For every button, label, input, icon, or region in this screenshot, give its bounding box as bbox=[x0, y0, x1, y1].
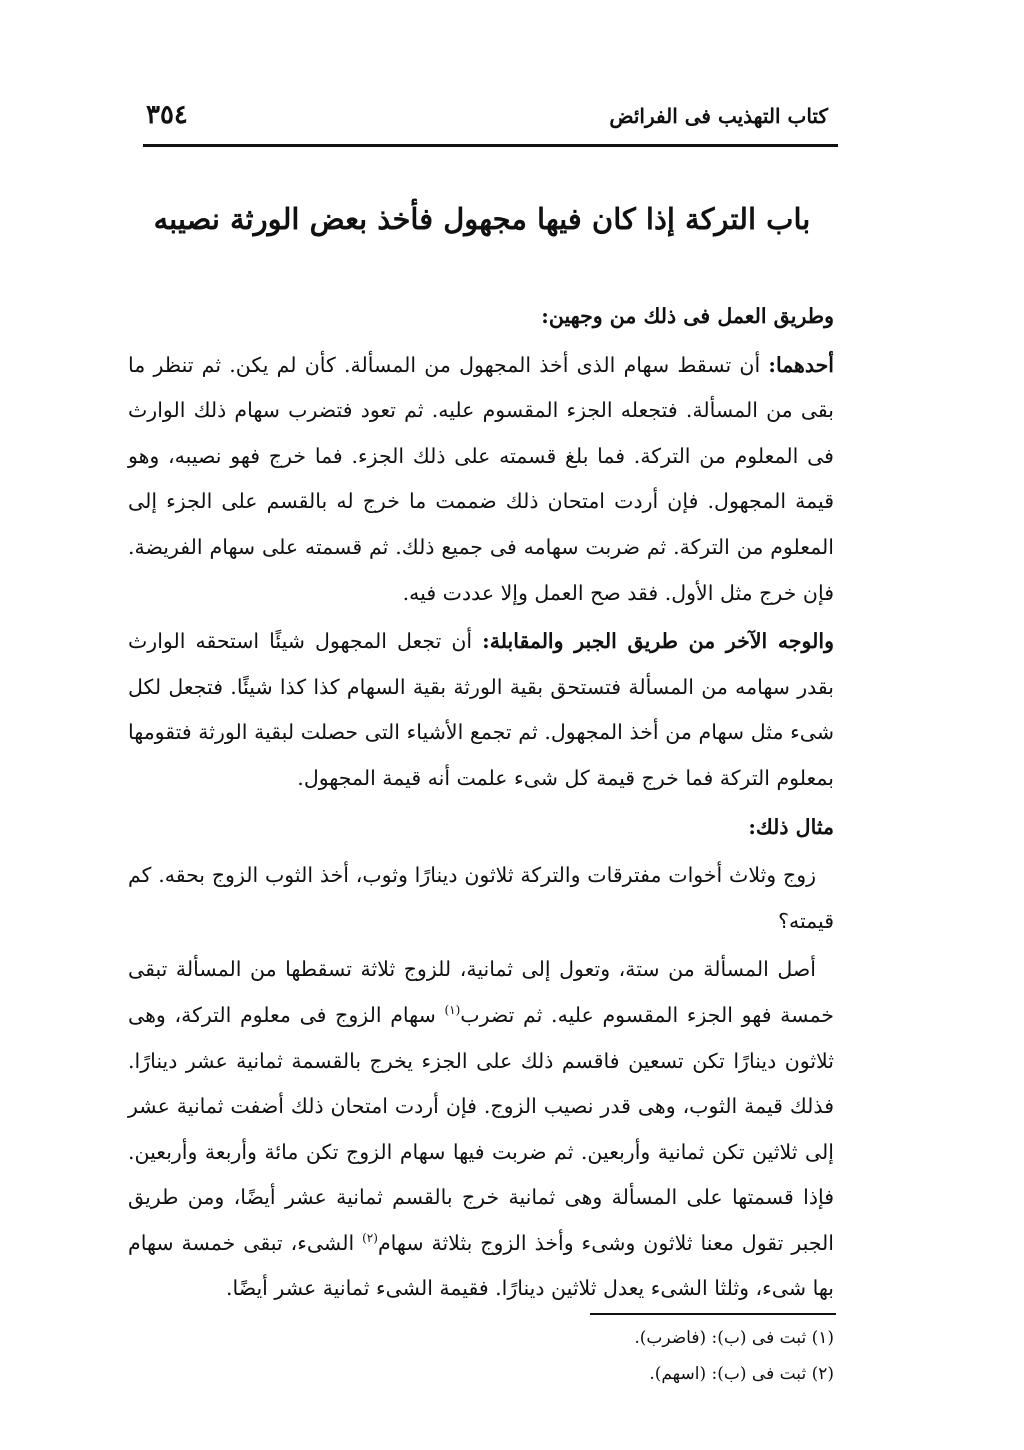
first-method-text: أن تسقط سهام الذى أخذ المجهول من المسألة. كأن لم يكن. ثم تنظر ما بقى من المسألة. فتجعله الجزء المقسوم عليه. ثم تعود فتضرب سهام ذلك الوارث فى المعلوم من التركة. فما بلغ قسمته على ذلك الجزء. فما خرج فهو نصيبه، وهو قيمة المجهول. فإن أردت امتحان ذلك ضممت ما خرج له بالقسم على الجزء إلى المعلوم من التركة. ثم ضربت سهامه فى جميع ذلك. ثم قسمته على سهام الفريضة. فإن خرج مثل الأول. فقد صح العمل وإلا عددت فيه. bbox=[128, 352, 834, 605]
example-label: مثال ذلك: bbox=[748, 814, 834, 839]
footnote-1: (١) ثبت فى (ب): (فاضرب). bbox=[634, 1328, 834, 1348]
running-title: كتاب التهذيب فى الفرائض bbox=[609, 104, 828, 128]
running-header bbox=[146, 100, 828, 134]
example-label-paragraph bbox=[128, 805, 834, 851]
second-method-text: أن تجعل المجهول شيئًا استحقه الوارث بقدر سهامه من المسألة فتستحق بقية الورثة بقية السهام كذا كذا شيئًا. فتجعل لكل شىء مثل سهام من أخذ المجهول. ثم تجمع الأشياء التى حصلت لبقية الورثة فتقومها بمعلوم التركة فما خرج قيمة كل شىء علمت أنه قيمة المجهول. bbox=[128, 629, 834, 790]
solution-text-2: سهام الزوج فى معلوم التركة، وهى ثلاثون دينارًا تكن تسعين فاقسم ذلك على الجزء يخرج بالقسمة ثمانية عشر دينارًا. فذلك قيمة الثوب، وهى قدر نصيب الزوج. فإن أردت امتحان ذلك أضفت ثمانية عشر إلى ثلاثين تكن ثمانية وأربعين. ثم ضربت فيها سهام الزوج تكن مائة وأربعة وأربعين. فإذا قسمتها على المسألة وهى ثمانية خرج بالقسم ثمانية عشر أيضًا، ومن طريق الجبر تقول معنا ثلاثون وشىء وأخذ الزوج بثلاثة سهام bbox=[128, 1002, 834, 1255]
body-text bbox=[128, 294, 834, 1315]
intro-text: وطريق العمل فى ذلك من وجهين: bbox=[541, 304, 834, 328]
intro-paragraph bbox=[128, 294, 834, 340]
first-method-label: أحدهما: bbox=[768, 352, 834, 377]
second-method-paragraph bbox=[128, 619, 834, 801]
solution-paragraph bbox=[128, 947, 834, 1312]
second-method-label: والوجه الآخر من طريق الجبر والمقابلة: bbox=[482, 629, 834, 654]
solution-text-1: أصل المسألة من ستة، وتعول إلى ثمانية، للزوج ثلاثة تسقطها من المسألة تبقى خمسة فهو الجزء المقسوم عليه. ثم تضرب bbox=[128, 957, 834, 1027]
example-paragraph bbox=[128, 853, 834, 944]
example-text: زوج وثلاث أخوات مفترقات والتركة ثلاثون دينارًا وثوب، أخذ الثوب الزوج بحقه. كم قيمته؟ bbox=[128, 863, 834, 933]
first-method-paragraph bbox=[128, 343, 834, 617]
footnote-mark-1[interactable]: (١) bbox=[444, 1003, 461, 1018]
footnote-2: (٢) ثبت فى (ب): (اسهم). bbox=[649, 1364, 834, 1384]
page-number: ٣٥٤ bbox=[146, 100, 188, 130]
solution-text-3: الشىء، تبقى خمسة سهام بها شىء، وثلثا الشىء يعدل ثلاثين دينارًا. فقيمة الشىء ثمانية عشر أيضًا. bbox=[128, 1230, 834, 1301]
footnote-rule bbox=[590, 1313, 836, 1315]
chapter-title: باب التركة إذا كان فيها مجهول فأخذ بعض الورثة نصيبه bbox=[153, 202, 811, 236]
footnote-mark-2[interactable]: (٢) bbox=[362, 1231, 378, 1246]
footnotes bbox=[400, 1320, 834, 1392]
header-rule bbox=[143, 144, 838, 147]
